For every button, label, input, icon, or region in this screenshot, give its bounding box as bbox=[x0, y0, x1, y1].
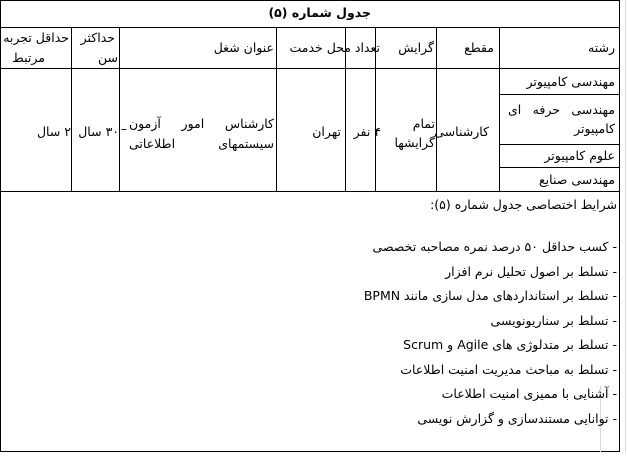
header-experience-line2: مرتبط bbox=[12, 50, 45, 65]
row-degree: کارشناسی bbox=[434, 124, 489, 139]
header-experience-line1: حداقل تجربه bbox=[3, 30, 69, 45]
field-item: مهندسی حرفه ای کامپیوتر bbox=[508, 102, 615, 136]
row-max-age: ۳۰ سال bbox=[78, 124, 119, 139]
conditions-title: شرایط اختصاصی جدول شماره (۵): bbox=[430, 197, 617, 212]
table-title: جدول شماره (۵) bbox=[268, 5, 371, 20]
row-dash: – bbox=[120, 121, 127, 136]
field-item: علوم کامپیوتر bbox=[544, 148, 615, 163]
condition-item: - تسلط بر سناریونویسی bbox=[490, 313, 617, 328]
condition-item: - تسلط بر استانداردهای مدل سازی مانند BPMN bbox=[363, 288, 617, 303]
condition-item: - تسلط به مباحث مدیریت امنیت اطلاعات bbox=[400, 362, 617, 377]
header-max-age-line1: حداکثر bbox=[80, 30, 115, 45]
row-count: ۴ نفر bbox=[353, 124, 381, 139]
row-location: تهران bbox=[312, 124, 341, 139]
condition-item: - آشنایی با ممیزی امنیت اطلاعات bbox=[441, 386, 617, 401]
condition-item: - تسلط بر متدلوژی های Agile و Scrum bbox=[403, 337, 617, 352]
header-specialty: گرایش bbox=[398, 40, 434, 55]
condition-item: - تسلط بر اصول تحلیل نرم افزار bbox=[445, 264, 617, 279]
row-specialty: تمام گرایشها bbox=[394, 116, 435, 150]
header-job-title: عنوان شغل bbox=[213, 40, 274, 55]
row-job-title: کارشناس امور آزمون سیستمهای اطلاعاتی bbox=[129, 116, 274, 151]
header-max-age-line2: سن bbox=[98, 50, 118, 65]
field-item: مهندسی صنایع bbox=[539, 172, 615, 187]
condition-item: - توانایی مستندسازی و گزارش نویسی bbox=[417, 411, 617, 426]
header-degree: مقطع bbox=[464, 40, 494, 55]
condition-item: - کسب حداقل ۵۰ درصد نمره مصاحبه تخصصی bbox=[372, 239, 617, 254]
header-location: محل خدمت bbox=[289, 40, 351, 55]
header-field: رشته bbox=[588, 40, 615, 55]
field-item: مهندسی کامپیوتر bbox=[526, 74, 615, 89]
row-experience: ۲ سال bbox=[36, 124, 71, 139]
header-count: تعداد bbox=[354, 40, 380, 55]
